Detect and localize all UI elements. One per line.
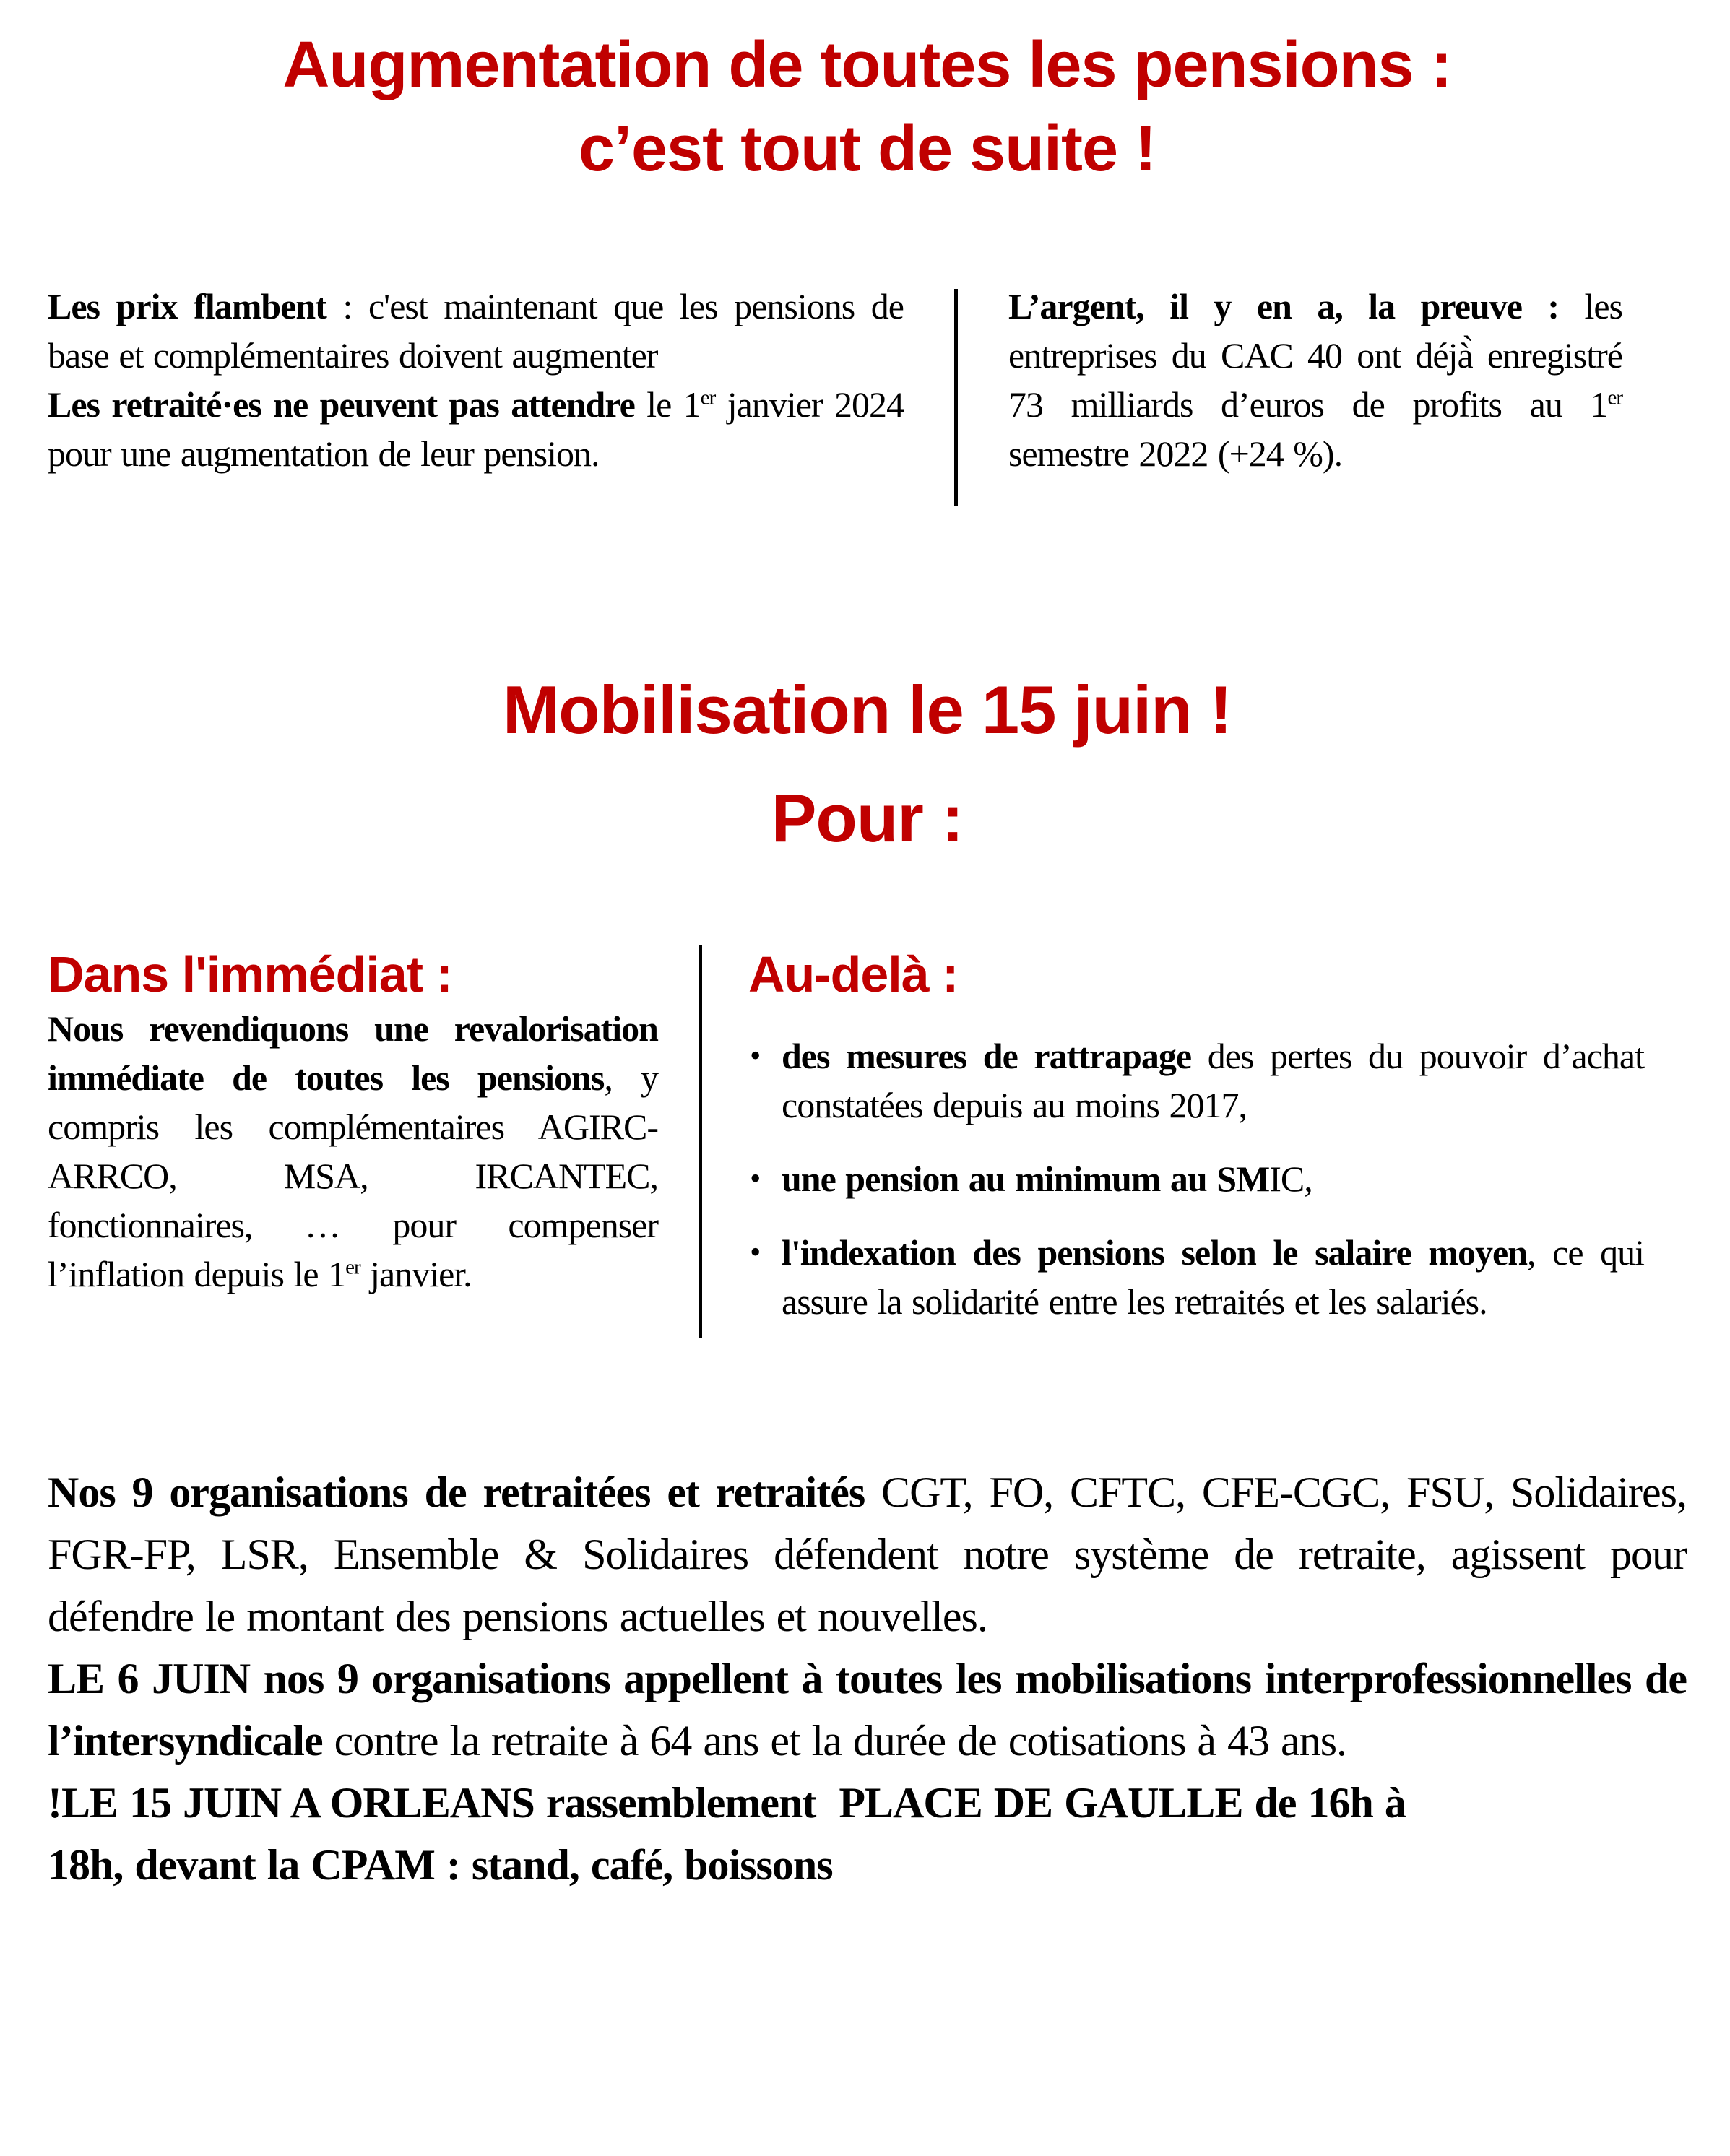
list-item — [748, 1228, 1644, 1326]
immediate-column — [48, 945, 658, 1299]
june-6-lead: LE 6 JUIN nos 9 organisations appellent à toutes les mobilisations interprofessionnelles de l’intersyndicale — [48, 1655, 1687, 1765]
list-item — [748, 1031, 1644, 1130]
intro-left-p2-rest: janvier 2024 pour une augmentation de leur pension. — [48, 384, 904, 474]
intro-left-p2-superscript: er — [700, 386, 716, 410]
beyond-column — [748, 945, 1644, 1326]
bullet-icon: • — [750, 1234, 761, 1270]
organisations-rest: CGT, FO, CFTC, CFE-CGC, FSU, Solidaires, FGR-FP, LSR, Ensemble & Solidaires défendent notre système de retraite, agissent pour défendre le montant des pensions actuelles et nouvelles. — [48, 1468, 1687, 1640]
immediate-paragraph — [48, 1004, 658, 1299]
beyond-bullet-2-lead: une pension au minimum au SM — [782, 1159, 1270, 1199]
mobilisation-title — [48, 656, 1687, 873]
bullet-icon: • — [750, 1038, 761, 1073]
intro-left-p1-rest: : c'est maintenant que les pensions de base et complémentaires doivent augmenter — [48, 286, 904, 376]
immediate-rest: janvier. — [360, 1254, 472, 1294]
intro-vertical-divider — [954, 289, 958, 506]
organisations-paragraph — [48, 1461, 1687, 1648]
intro-right-p1-mid: les entreprises du CAC 40 ont déjà̀ enregistré 73 milliards d’euros de profits au 1 — [1008, 286, 1622, 425]
intro-left-paragraph-1 — [48, 282, 904, 380]
intro-right-p1-superscript: er — [1607, 386, 1622, 410]
main-title-line-2: c’est tout de suite ! — [578, 113, 1156, 185]
june-15-line-1: !LE 15 JUIN A ORLEANS rassemblement PLACE DE GAULLE de 16h à — [48, 1779, 1406, 1827]
intro-left-column — [48, 282, 904, 478]
june-15-paragraph — [48, 1772, 1687, 1896]
immediate-lead: Nous revendiquons une revalorisation immédiate de toutes les pensions — [48, 1008, 658, 1098]
footer-section — [48, 1461, 1687, 1896]
mobilisation-title-line-2: Pour : — [771, 780, 964, 856]
beyond-heading: Au-delà : — [748, 946, 959, 1003]
demands-section — [48, 945, 1687, 1338]
beyond-bullet-1-rest: des pertes du pouvoir d’achat constatées depuis au moins 2017, — [782, 1036, 1644, 1125]
immediate-heading: Dans l'immédiat : — [48, 946, 452, 1003]
intro-right-paragraph-1 — [1008, 282, 1622, 478]
demands-vertical-divider — [699, 945, 702, 1338]
intro-left-p2-mid: le 1 — [634, 384, 701, 425]
intro-right-column — [1008, 282, 1622, 478]
immediate-mid: , y compris les complémentaires AGIRC-ARRCO, MSA, IRCANTEC, fonctionnaires, … pour compenser l’inflation depuis le 1 — [48, 1057, 658, 1294]
intro-left-p1-lead: Les prix flambent — [48, 286, 326, 326]
intro-right-p1-rest: semestre 2022 (+24 %). — [1008, 433, 1343, 474]
june-6-rest: contre la retraite à 64 ans et la durée de cotisations à 43 ans. — [322, 1717, 1347, 1765]
immediate-superscript: er — [345, 1255, 360, 1279]
intro-right-p1-lead: L’argent, il y en a, la preuve : — [1008, 286, 1559, 326]
intro-left-p2-lead: Les retraité·es ne peuvent pas attendre — [48, 384, 635, 425]
beyond-bullet-3-rest: , ce qui assure la solidarité entre les retraités et les salariés. — [782, 1232, 1644, 1322]
intro-left-paragraph-2 — [48, 380, 904, 478]
beyond-bullet-3-lead: l'indexation des pensions selon le salaire moyen — [782, 1232, 1528, 1273]
main-title-line-1: Augmentation de toutes les pensions : — [282, 29, 1452, 101]
beyond-bullet-1-lead: des mesures de rattrapage — [782, 1036, 1192, 1076]
intro-section — [48, 282, 1687, 506]
list-item — [748, 1154, 1644, 1203]
june-6-paragraph — [48, 1648, 1687, 1772]
bullet-icon: • — [750, 1161, 761, 1196]
beyond-bullet-2-rest: IC, — [1269, 1159, 1312, 1199]
main-title — [48, 23, 1687, 191]
june-15-line-2: 18h, devant la CPAM : stand, café, boissons — [48, 1841, 833, 1889]
organisations-lead: Nos 9 organisations de retraitées et retraités — [48, 1468, 865, 1516]
mobilisation-title-line-1: Mobilisation le 15 juin ! — [502, 672, 1232, 748]
